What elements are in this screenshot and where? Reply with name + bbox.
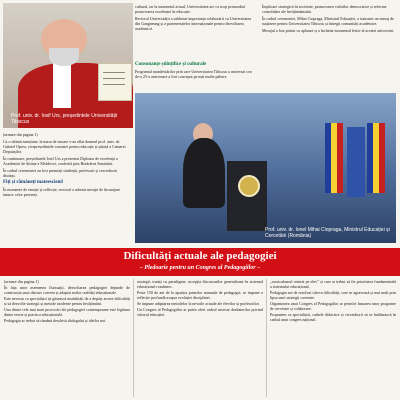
photo2-caption: Prof. univ. dr. Ionel Mihai Ciopraga, Ministrul Educației și Cercetării (România) bbox=[265, 227, 390, 239]
article-middle-column bbox=[135, 4, 257, 33]
diploma-line bbox=[103, 78, 125, 79]
article-paragraph: Mesajul a fost primit cu aplauze și a încheiat momentul festiv al acestei aniversări. bbox=[262, 28, 395, 33]
article-paragraph: Împlicare strategică în societate, promovarea valorilor democratice și reforme consolidate ale învățământului. bbox=[262, 4, 387, 14]
article-paragraph: În fața unor asemenea fluctuații, dezvoltarea pedagogiei depinde de construcția unui discurs coerent și adaptat noilor realități educaționale. bbox=[4, 285, 130, 295]
article-column-1 bbox=[4, 279, 130, 324]
article-paragraph: În continuare, președintele Iosif Urs a prezentat Diploma de excelență a Academiei de Științe a Moldovei, conferită prin Hotărârea Senatului. bbox=[3, 156, 118, 166]
article-paragraph: Este necesar ca specialiștii să găsească modalități de a depăși aceste dificultăți și să dezvolte strategii și metode moderne pentru învățământ. bbox=[4, 296, 130, 306]
article-left-column bbox=[3, 132, 129, 199]
article-right-column bbox=[262, 4, 396, 35]
speaker-suit bbox=[183, 138, 225, 208]
article-paragraph: În cadrul ceremoniei, Mihai Ciopraga, Ministrul Educației, a transmis un mesaj de susținere pentru Universitatea Tibiscus și întregii comunități academice. bbox=[262, 16, 394, 26]
article-middle-lower bbox=[135, 60, 257, 81]
article-paragraph: Un Congres al Pedagogiilor ar putea oferi cadrul necesar dezbaterilor privind viitorul educației. bbox=[137, 307, 263, 317]
article-paragraph: Pedagogia are de rezolvat câteva dificultăți, care se agravează și mai mult prin lipsa unei strategii coerente. bbox=[270, 290, 396, 300]
article-banner bbox=[0, 248, 400, 276]
white-collar bbox=[53, 63, 71, 108]
flag-eu bbox=[347, 127, 365, 197]
flag-romania bbox=[325, 123, 343, 193]
article-paragraph: Peste 150 de ani de la apariția primelor manuale de pedagogie, se impune o reflecție profundă asupra evoluției disciplinei. bbox=[137, 290, 263, 300]
article-paragraph: Programul manifestărilor prin care Universitatea Tibiscus a aniversat cea de-a 25-a aniversare a fost conceput pe mai multe paliere. bbox=[135, 69, 252, 79]
section-heading: Consonanțe științifice și culturale bbox=[135, 62, 207, 67]
article-paragraph: (urmare din pagina 1) bbox=[4, 279, 39, 284]
photo1-caption: Prof. univ. dr. Iosif Urs, președintele Universității Tibiscus bbox=[11, 113, 118, 125]
article-paragraph: „curriculumul centrat pe elev” și care ar trebui să fie prioritatea fundamentală a sistemului educațional. bbox=[270, 279, 396, 289]
beard bbox=[49, 48, 79, 66]
article-column-2 bbox=[137, 279, 263, 318]
article-paragraph: Pedagogia ar trebui să rămână deschisă dialogului și ideilor noi. bbox=[4, 318, 107, 323]
photo-iosif-urs bbox=[3, 3, 133, 128]
photo-minister-speech bbox=[135, 93, 396, 243]
article-paragraph: (urmare din pagina 1) bbox=[3, 132, 38, 137]
article-paragraph: În momente de emoție și reflecție, rectorul a adresat mesaje de încurajare tuturor celor prezenți. bbox=[3, 187, 121, 197]
article-paragraph: Ca o ultimă mențiune, la masa de onoare s-au aflat domnul prof. univ. dr. Gabriel Oprea, vicepreședintele comisiei pentru educație și știință a Camerei Deputaților. bbox=[3, 139, 126, 154]
article-column-3 bbox=[270, 279, 396, 323]
diploma-line bbox=[103, 84, 125, 85]
diploma-line bbox=[103, 72, 125, 73]
article-paragraph: Se impune adaptarea metodelor la nevoile actuale ale elevilor și profesorilor. bbox=[137, 301, 260, 306]
university-seal bbox=[238, 175, 260, 197]
article-paragraph: Rectorul Universității a subliniat importanța colaborării cu Universitatea din Gangneung și a parteneriatelor internaționale pentru dezvoltarea academică. bbox=[135, 16, 252, 31]
diploma bbox=[98, 63, 132, 101]
article-paragraph: Organizarea unui Congres al Pedagogiilor ar permite lansarea unor programe de cercetare și colaborare. bbox=[270, 301, 396, 311]
section-heading: Fiți și rămâneți mateescieni! bbox=[3, 180, 64, 185]
article-paragraph: În cadrul ceremoniei au fost premiați studenții, profesorii și cercetătorii distinși. bbox=[3, 168, 118, 178]
article-paragraph: Propunem ca specialiștii, cadrele didactice și cercetătorii să se întâlnească în cadrul unui congres național. bbox=[270, 312, 396, 322]
article-subtitle: – Pledoarie pentru un Congres al Pedagogiilor – bbox=[139, 265, 261, 271]
flag-romania bbox=[367, 123, 385, 193]
article-paragraph: cultural, iar la momentul actual, Universitatea are ca scop primordial promovarea excelenței în educație. bbox=[135, 4, 246, 14]
article-paragraph: strategii, tratați cu paradigme, accepția discursurilor generalizate în sistemul educațional românesc. bbox=[137, 279, 263, 289]
article-paragraph: Una dintre cele mai mari provocări ale pedagogiei contemporane este legătura dintre teorie și practica educațională. bbox=[4, 307, 130, 317]
column-divider bbox=[266, 279, 267, 397]
column-divider bbox=[133, 279, 134, 397]
article-title: Dificultăți actuale ale pedagogiei bbox=[123, 250, 277, 262]
